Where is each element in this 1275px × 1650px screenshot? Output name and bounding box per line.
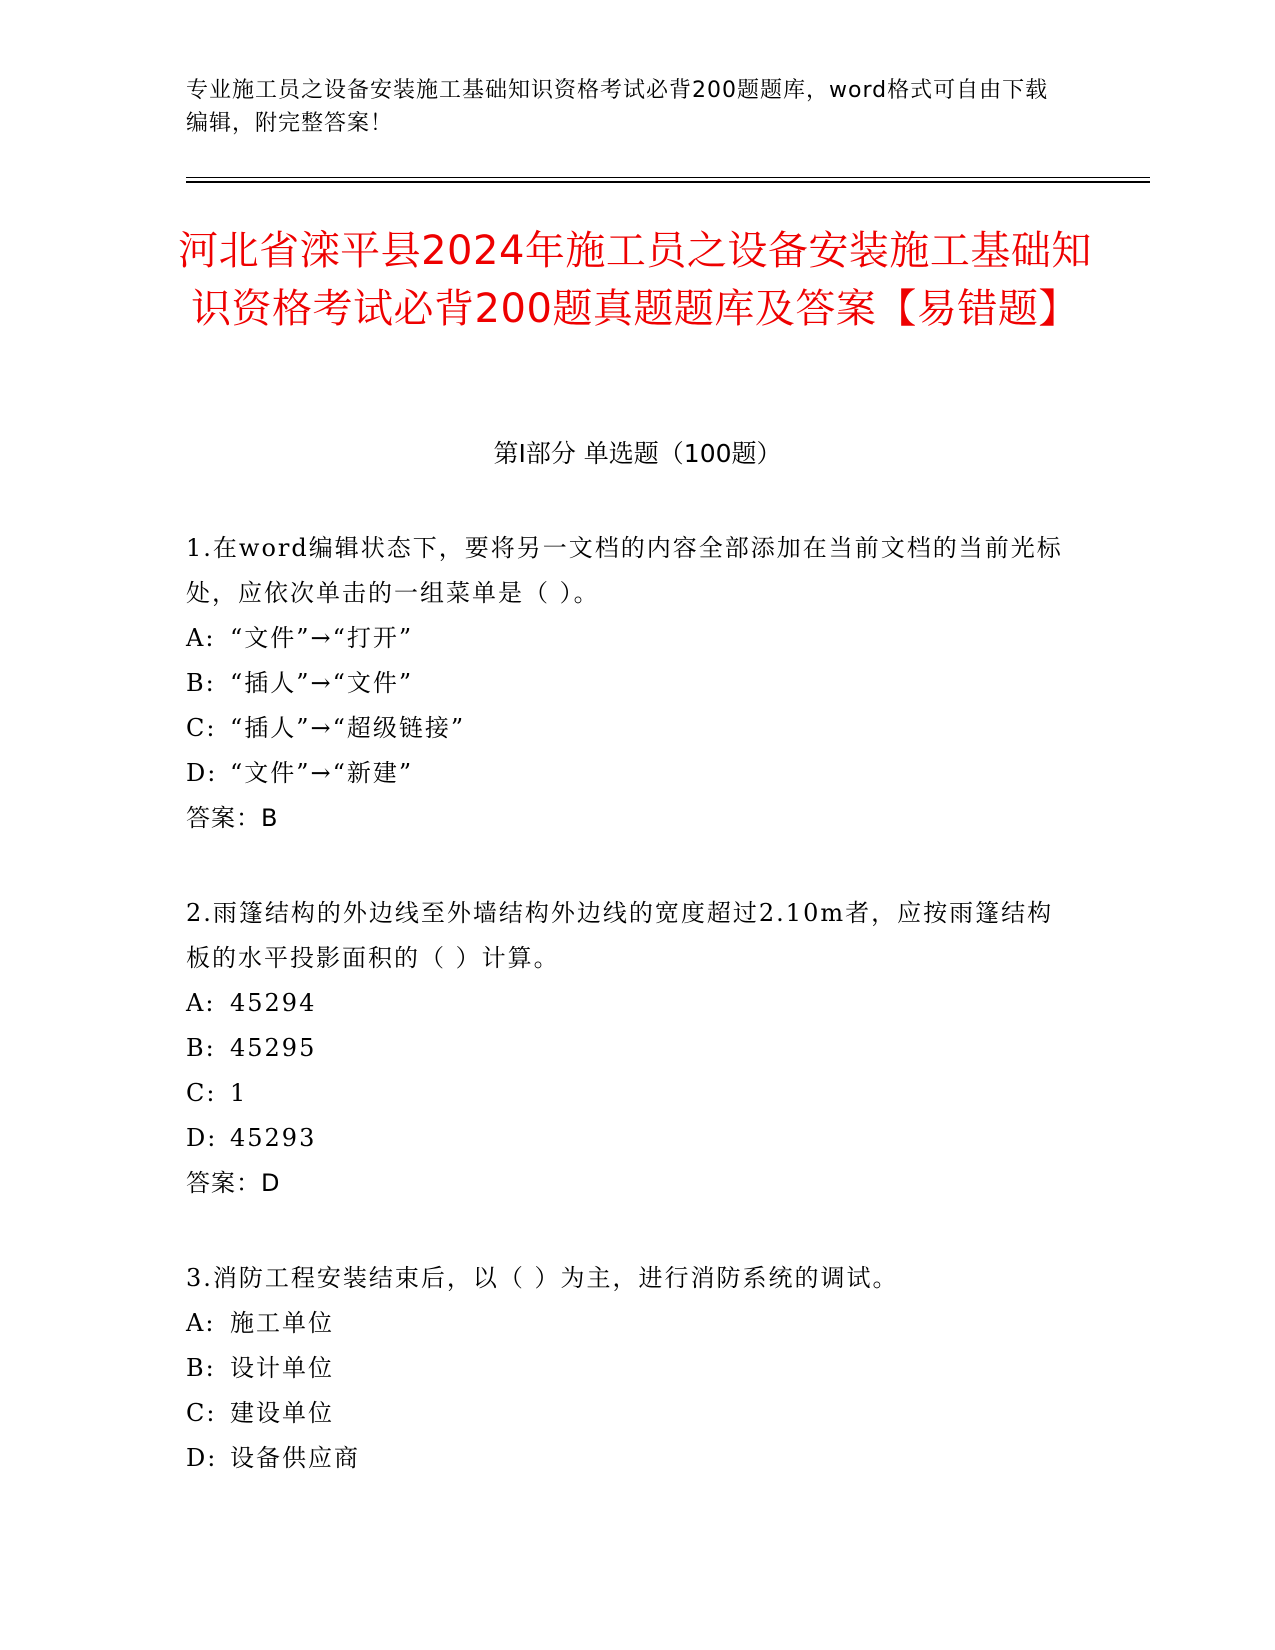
option-a (186, 1301, 1066, 1346)
option-text: 建设单位 (230, 1399, 334, 1427)
header-divider-thin (186, 177, 1150, 178)
answer-line: 答案：D (186, 1169, 281, 1197)
option-text: 45295 (230, 1034, 317, 1062)
option-c (186, 1391, 1066, 1436)
option-text: “插人”→“文件” (230, 669, 414, 697)
question-2 (186, 891, 1066, 1206)
option-letter: C: (186, 1399, 217, 1427)
option-letter: A: (186, 1309, 216, 1337)
question-1 (186, 526, 1066, 841)
option-b (186, 661, 1066, 706)
document-title: 河北省滦平县2024年施工员之设备安装施工基础知识资格考试必背200题真题题库及答案【易错题】 (178, 228, 1092, 332)
option-text: 设计单位 (230, 1354, 334, 1382)
question-list (186, 526, 1066, 1531)
option-a (186, 616, 1066, 661)
option-letter: D: (186, 759, 218, 787)
option-text: 1 (230, 1079, 248, 1107)
option-text: 施工单位 (230, 1309, 334, 1337)
option-letter: D: (186, 1444, 218, 1472)
option-c (186, 706, 1066, 751)
option-letter: C: (186, 1079, 217, 1107)
option-d (186, 751, 1066, 796)
option-text: “插人”→“超级链接” (230, 714, 466, 742)
option-letter: A: (186, 624, 216, 652)
option-b (186, 1026, 1066, 1071)
section-heading: 第I部分 单选题（100题） (493, 439, 782, 468)
option-d (186, 1116, 1066, 1161)
option-c (186, 1071, 1066, 1116)
option-text: 45294 (230, 989, 317, 1017)
option-letter: D: (186, 1124, 218, 1152)
option-b (186, 1346, 1066, 1391)
option-text: “文件”→“打开” (230, 624, 414, 652)
option-letter: C: (186, 714, 217, 742)
option-text: 设备供应商 (230, 1444, 360, 1472)
option-letter: B: (186, 1354, 216, 1382)
option-a (186, 981, 1066, 1026)
option-letter: A: (186, 989, 216, 1017)
option-letter: B: (186, 1034, 216, 1062)
question-stem: 2.雨篷结构的外边线至外墙结构外边线的宽度超过2.10m者，应按雨篷结构板的水平投影面积的（ ）计算。 (186, 899, 1054, 972)
option-d (186, 1436, 1066, 1481)
question-3 (186, 1256, 1066, 1481)
option-text: “文件”→“新建” (230, 759, 414, 787)
option-letter: B: (186, 669, 216, 697)
question-stem: 3.消防工程安装结束后，以（ ）为主，进行消防系统的调试。 (186, 1264, 899, 1292)
header-divider-thick (186, 181, 1150, 183)
option-text: 45293 (230, 1124, 317, 1152)
question-stem: 1.在word编辑状态下，要将另一文档的内容全部添加在当前文档的当前光标处，应依次单击的一组菜单是（ ）。 (186, 534, 1063, 607)
answer-line: 答案：B (186, 804, 279, 832)
header-note: 专业施工员之设备安装施工基础知识资格考试必背200题题库，word格式可自由下载编辑，附完整答案！ (186, 78, 1049, 136)
